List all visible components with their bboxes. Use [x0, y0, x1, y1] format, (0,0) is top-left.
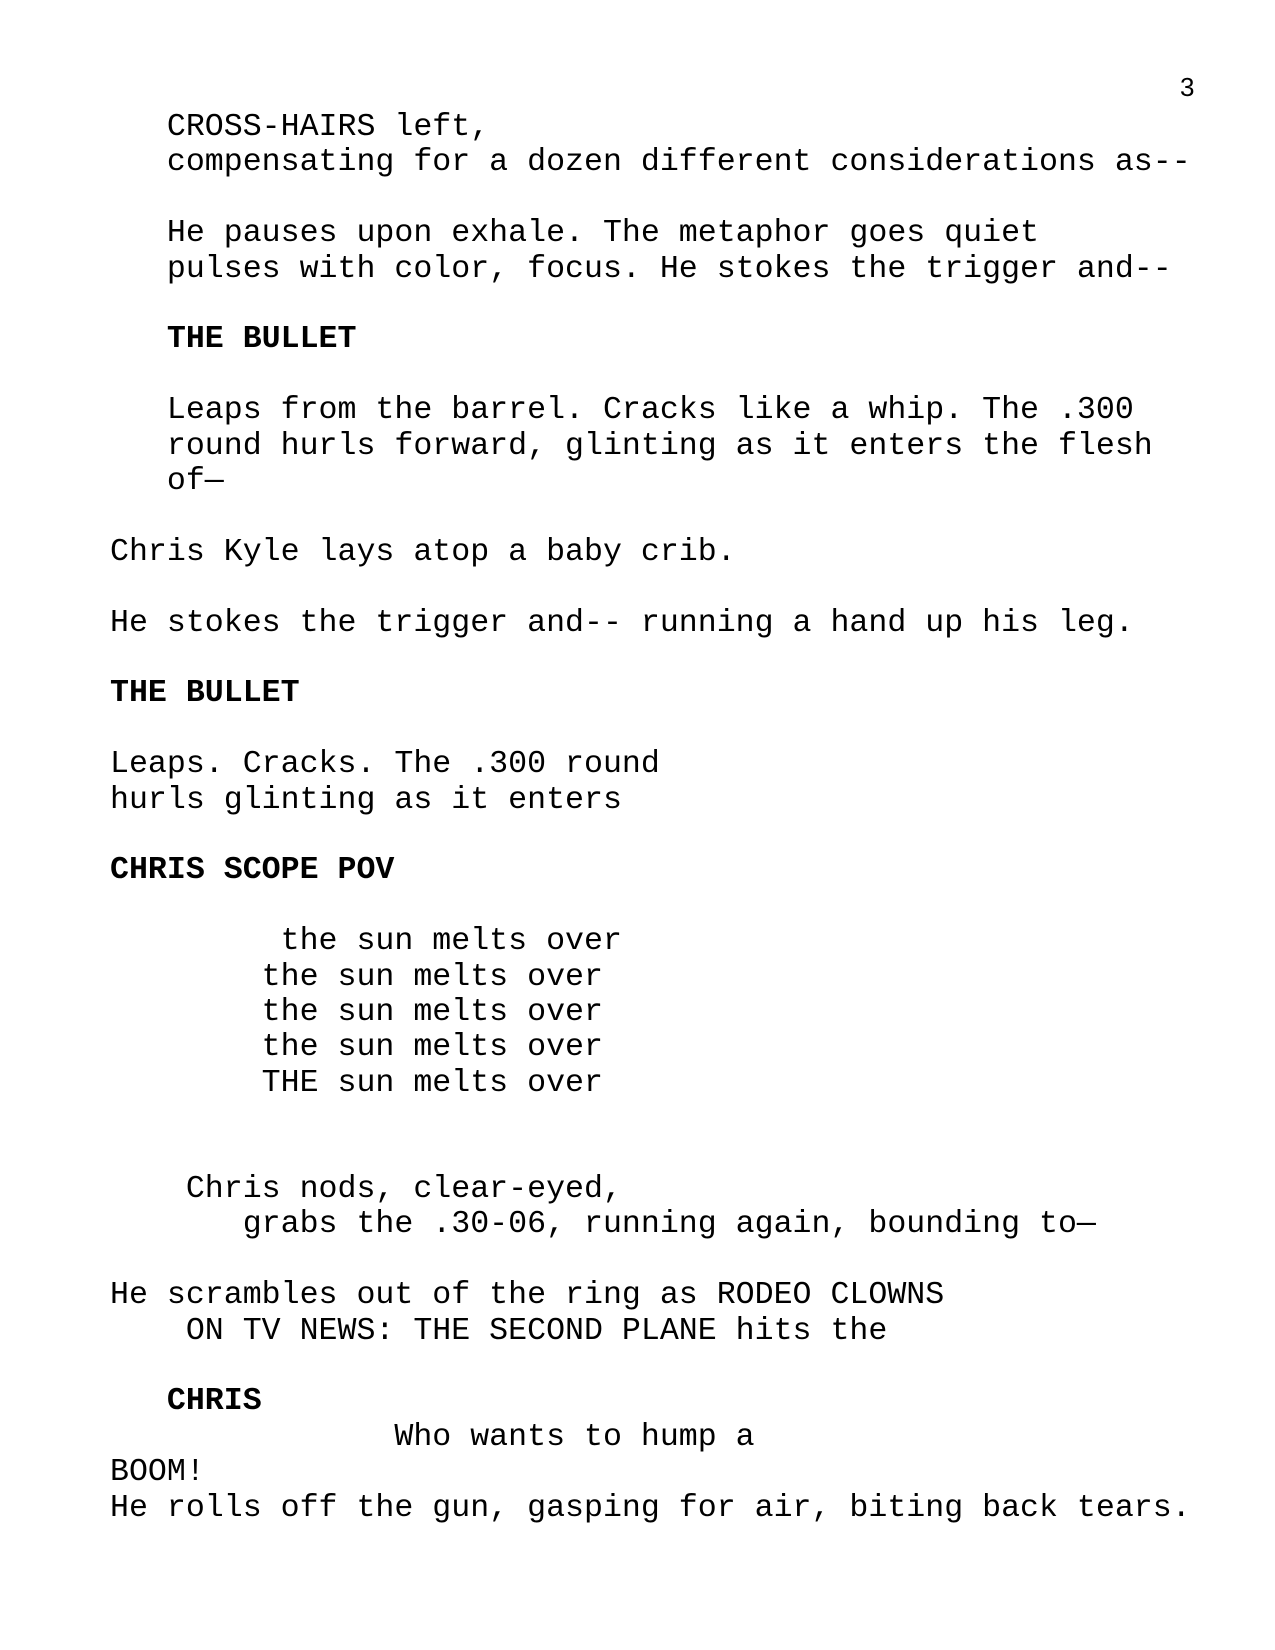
script-line: [110, 889, 1240, 924]
script-line: He scrambles out of the ring as RODEO CLOWNS: [110, 1278, 945, 1314]
script-line: hurls glinting as it enters: [110, 782, 622, 818]
script-line: pulses with color, focus. He stokes the trigger and--: [110, 251, 1172, 287]
script-line: of—: [110, 464, 224, 500]
script-line: the sun melts over: [110, 1030, 603, 1066]
script-line: THE BULLET: [110, 676, 300, 712]
script-line: He stokes the trigger and-- running a hand up his leg.: [110, 605, 1134, 641]
script-line: [110, 712, 1240, 747]
script-line: [110, 1137, 1240, 1172]
script-line: [110, 287, 1240, 322]
script-line: He pauses upon exhale. The metaphor goes quiet: [110, 216, 1040, 252]
script-line: grabs the .30-06, running again, bounding to—: [110, 1207, 1096, 1243]
script-line: He rolls off the gun, gasping for air, biting back tears.: [110, 1490, 1191, 1526]
script-line: compensating for a dozen different considerations as--: [110, 145, 1191, 181]
script-line: CHRIS: [110, 1384, 262, 1420]
script-line: [110, 1243, 1240, 1278]
script-line: [110, 1349, 1240, 1384]
script-line: Leaps from the barrel. Cracks like a whip. The .300: [110, 393, 1134, 429]
page-number: 3: [1180, 72, 1195, 102]
script-line: THE sun melts over: [110, 1065, 603, 1101]
script-line: Leaps. Cracks. The .300 round: [110, 747, 660, 783]
script-line: [110, 818, 1240, 853]
script-line: [110, 181, 1240, 216]
script-line: BOOM!: [110, 1455, 205, 1491]
script-line: [110, 641, 1240, 676]
script-line: the sun melts over: [110, 995, 603, 1031]
script-line: THE BULLET: [110, 322, 357, 358]
script-line: Chris nods, clear-eyed,: [110, 1172, 622, 1208]
script-line: [110, 570, 1240, 605]
script-line: [110, 1101, 1240, 1136]
script-text: [110, 110, 1240, 1526]
script-line: Who wants to hump a: [110, 1419, 755, 1455]
script-line: [110, 499, 1240, 534]
script-line: CROSS-HAIRS left,: [110, 110, 490, 145]
script-line: the sun melts over: [110, 924, 622, 960]
script-line: [110, 358, 1240, 393]
script-line: ON TV NEWS: THE SECOND PLANE hits the: [110, 1313, 888, 1349]
script-line: Chris Kyle lays atop a baby crib.: [110, 534, 736, 570]
script-line: the sun melts over: [110, 959, 603, 995]
script-line: round hurls forward, glinting as it enters the flesh: [110, 428, 1153, 464]
script-line: CHRIS SCOPE POV: [110, 853, 395, 889]
